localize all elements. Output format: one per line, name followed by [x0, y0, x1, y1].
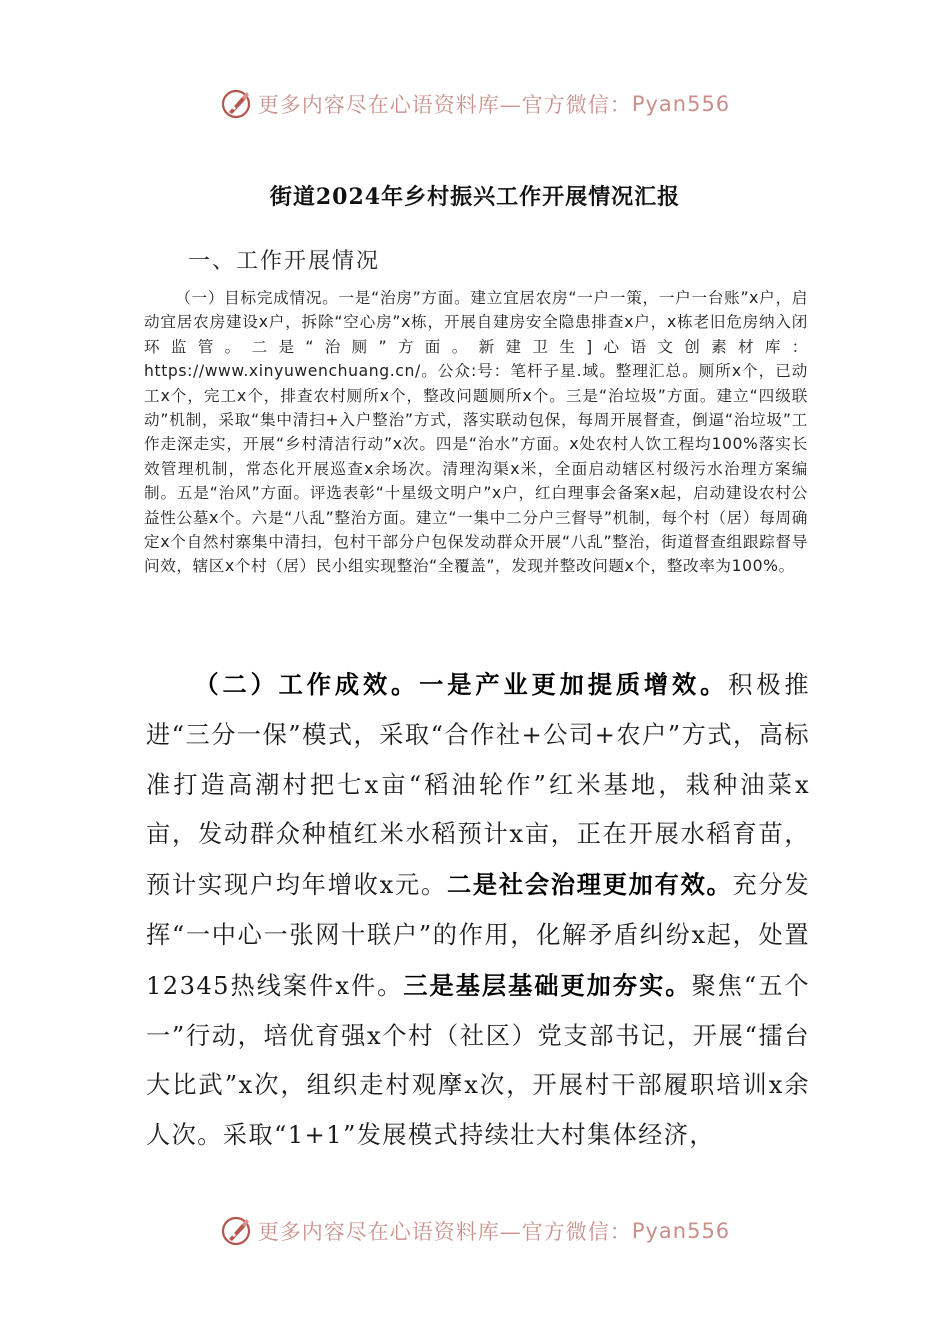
body-text-3: 聚焦“五个一”行动，培优育强x个村（社区）党支部书记，开展“擂台大比武”x次，组织走村观摩x次，开展村干部履职培训x余人次。采取“1+1”发展模式持续壮大村集体经济，	[146, 971, 810, 1150]
pen-nib-logo-icon	[220, 1214, 254, 1248]
watermark-wechat-id: Pyan556	[631, 92, 731, 116]
watermark-banner-top	[0, 84, 950, 124]
paragraph-target-completion: （一）目标完成情况。一是“治房”方面。建立宜居农房“一户一策，一户一台账”x户，启动宜居农房建设x户，拆除“空心房”x栋，开展自建房安全隐患排查x户，x栋老旧危房纳入闭环监管。二是“治厕”方面。新建卫生]心语文创素材库：https://www.xinyuwenchuang.cn/。公众:号：笔杆子星.域。整理汇总。厕所x个，已动工x个，完工x个，排查农村厕所x个，整改问题厕所x个。三是“治垃圾”方面。建立“四级联动”机制，采取“集中清扫+入户整治”方式，落实联动包保，每周开展督查，倒逼“治垃圾”工作走深走实，开展“乡村清洁行动”x次。四是“治水”方面。x处农村人饮工程均100%落实长效管理机制，常态化开展巡查x余场次。清理沟渠x米，全面启动辖区村级污水治理方案编制。五是“治风”方面。评选表彰“十星级文明户”x户，红白理事会备案x起，启动建设农村公益性公墓x个。六是“八乱”整治方面。建立“一集中二分户三督导”机制，每个村（居）每周确定x个自然村寨集中清扫，包村干部分户包保发动群众开展“八乱”整治，街道督查组跟踪督导问效，辖区x个村（居）民小组实现整治“全覆盖”，发现并整改问题x个，整改率为100%。	[144, 289, 808, 576]
pen-nib-logo-icon	[220, 87, 254, 121]
bold-lead: （二）工作成效。一是产业更加提质增效。	[194, 670, 729, 699]
document-title: 街道2024年乡村振兴工作开展情况汇报	[269, 184, 681, 210]
watermark-text: 更多内容尽在心语资料库—官方微信：	[257, 1220, 632, 1244]
body-text-2: 充分发挥“一中心一张网十联户”的作用，化解矛盾纠纷x起，处置12345热线案件x件。	[146, 871, 811, 1000]
paragraph-work-results	[146, 660, 810, 1161]
section-heading: 一、工作开展情况	[188, 249, 381, 274]
watermark-wechat-id: Pyan556	[631, 1219, 731, 1243]
watermark-text: 更多内容尽在心语资料库—官方微信：	[257, 93, 632, 117]
bold-point-2: 二是社会治理更加有效。	[446, 870, 733, 900]
bold-point-3: 三是基层基础更加夯实。	[403, 970, 692, 1000]
body-text-1: 积极推进“三分一保”模式，采取“合作社+公司+农户”方式，高标准打造高潮村把七x亩“稻油轮作”红米基地，栽种油菜x亩，发动群众种植红米水稻预计x亩，正在开展水稻育苗，预计实现户均年增收x元。	[146, 671, 810, 900]
watermark-banner-bottom	[0, 1211, 950, 1251]
